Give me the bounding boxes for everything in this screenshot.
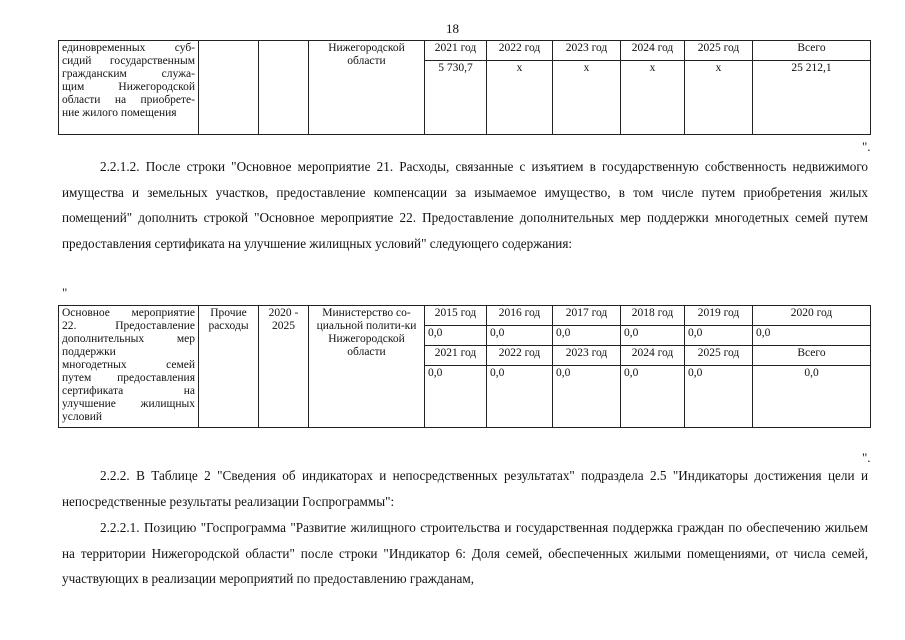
paragraph-2-2-2: 2.2.2. В Таблице 2 "Сведения об индикаторах и непосредственных результатах" подраздела 2.5 "Индикаторы достижения цели и непосредственные результаты реализации Госпрограммы": <box>62 468 868 509</box>
period-cell: 2020 - 2025 <box>259 306 309 428</box>
value-cell: x <box>621 61 685 135</box>
year-header: 2021 год <box>425 41 487 61</box>
measure-name-line: улучшение жилищных <box>62 398 195 410</box>
empty-cell <box>199 41 259 135</box>
value-cell: 0,0 <box>753 326 871 346</box>
year-header: 2018 год <box>621 306 685 326</box>
measure-name-line: 22. Предоставление <box>62 320 195 332</box>
value-cell: x <box>685 61 753 135</box>
year-header: 2024 год <box>621 346 685 366</box>
value-cell: 0,0 <box>425 366 487 428</box>
value-cell: 0,0 <box>487 326 553 346</box>
year-header: 2016 год <box>487 306 553 326</box>
page-number: 18 <box>446 21 459 36</box>
value-cell: 0,0 <box>621 366 685 428</box>
year-header: 2025 год <box>685 346 753 366</box>
closing-quote: ". <box>862 450 871 465</box>
paragraph-2-2-1-2: 2.2.1.2. После строки "Основное мероприятие 21. Расходы, связанные с изъятием в государственную собственность недвижимого имущества и земельных участков, предоставление компенсации за изымаемое имущество, в том числе путем приобретения жилых помещений" дополнить строкой "Основное мероприятие 22. Предоставление дополнительных мер поддержки многодетных семей путем предоставления сертификата на улучшение жилищных условий" следующего содержания: <box>62 159 868 251</box>
closing-quote: ". <box>862 139 871 154</box>
value-cell: 0,0 <box>425 326 487 346</box>
value-cell: 0,0 <box>685 366 753 428</box>
measure-name-line: дополнительных мер <box>62 333 195 345</box>
year-header: 2020 год <box>753 306 871 326</box>
measure-name-cell <box>59 41 199 135</box>
measure-name-line: путем предоставления <box>62 372 195 384</box>
measure-name-line: ние жилого помещения <box>62 107 177 119</box>
total-header: Всего <box>753 41 871 61</box>
year-header: 2023 год <box>553 41 621 61</box>
measure-name-line: поддержки <box>62 346 116 358</box>
value-cell: 0,0 <box>487 366 553 428</box>
year-header: 2022 год <box>487 41 553 61</box>
value-cell: 0,0 <box>553 326 621 346</box>
measure-name-line: сертификата на <box>62 385 195 397</box>
year-header: 2015 год <box>425 306 487 326</box>
expense-category-cell: Прочие расходы <box>199 306 259 428</box>
year-header: 2019 год <box>685 306 753 326</box>
year-header: 2025 год <box>685 41 753 61</box>
measure-name-line: области на приобрете- <box>62 94 195 106</box>
total-value-cell: 25 212,1 <box>753 61 871 135</box>
year-header: 2021 год <box>425 346 487 366</box>
measure-name-line: единовременных суб- <box>62 42 195 54</box>
value-cell: 0,0 <box>553 366 621 428</box>
year-header: 2023 год <box>553 346 621 366</box>
value-cell: 0,0 <box>685 326 753 346</box>
measure-name-line: сидий государственным <box>62 55 195 67</box>
funding-table-new-measure <box>58 305 871 428</box>
year-header: 2024 год <box>621 41 685 61</box>
executor-cell: Нижегородской области <box>309 41 425 135</box>
year-header: 2022 год <box>487 346 553 366</box>
measure-name-line: многодетных семей <box>62 359 195 371</box>
paragraph-2-2-2-1: 2.2.2.1. Позицию "Госпрограмма "Развитие жилищного строительства и государственная поддержка граждан по обеспечению жильем на территории Нижегородской области" после строки "Индикатор 6: Доля семей, обеспеченных жилыми помещениями, от числа семей, участвующих в реализации мероприятий по предоставлению гражданам, <box>62 520 868 586</box>
value-cell: x <box>487 61 553 135</box>
opening-quote: " <box>62 285 68 300</box>
funding-table-continuation <box>58 40 871 135</box>
total-value-cell: 0,0 <box>753 366 871 428</box>
measure-name-cell <box>59 306 199 428</box>
year-header: 2017 год <box>553 306 621 326</box>
executor-cell: Министерство со-циальной полити-ки Нижегородской области <box>309 306 425 428</box>
measure-name-line: условий <box>62 411 103 423</box>
value-cell: 5 730,7 <box>425 61 487 135</box>
value-cell: x <box>553 61 621 135</box>
total-header: Всего <box>753 346 871 366</box>
value-cell: 0,0 <box>621 326 685 346</box>
measure-name-line: гражданским служа- <box>62 68 195 80</box>
empty-cell <box>259 41 309 135</box>
measure-name-line: Основное мероприятие <box>62 307 195 319</box>
measure-name-line: щим Нижегородской <box>62 81 195 93</box>
